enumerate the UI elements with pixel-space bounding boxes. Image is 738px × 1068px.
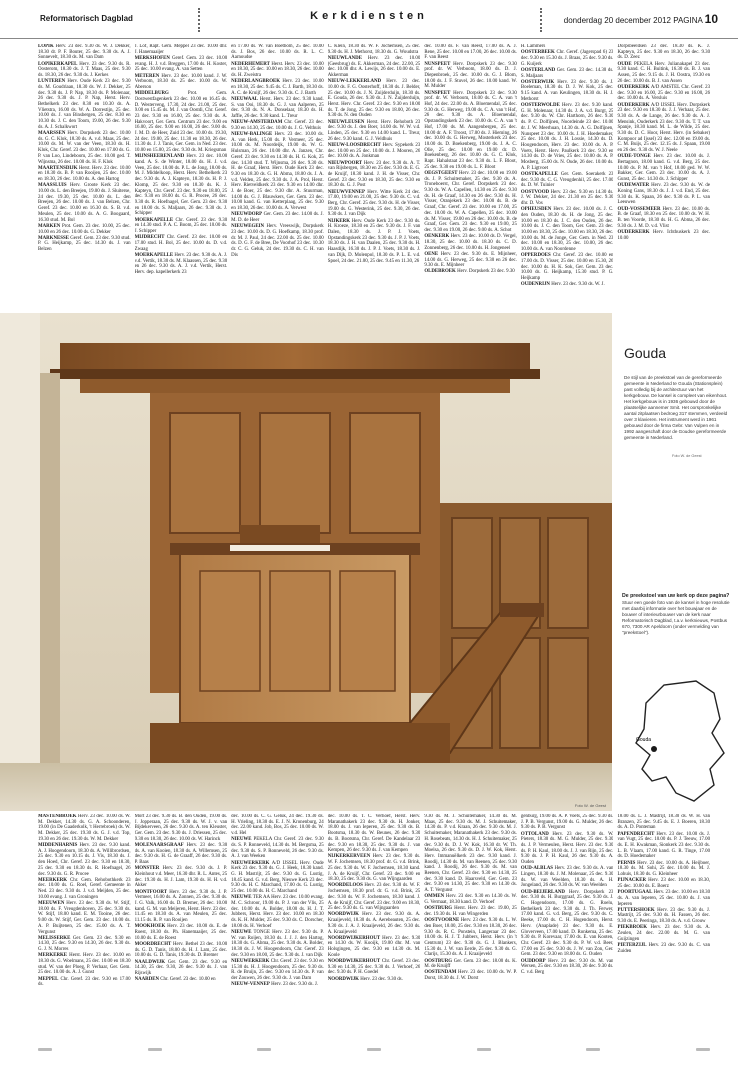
service-entry: NIEUWVENNEP Herv. Witte Kerk 24 dec. 17.00, 19.00 en 21.00, 25 dec. 9.30 ds. C. v.d. Berg, Chr. Geref. 25 dec. 9.30 ds. H. de Visser, 19.00 ds. G. Westerink, 25 dec. 9.30, 26 dec. 9.30 ds. J. van Dijk — [327, 189, 421, 218]
service-entry: C. Klein, 18.30 ds. W. F. Jochemsen, 25 dec. 9.30 ds. H. J. Methorst, 18.30 ds. G. Woudstra — [327, 44, 421, 55]
place-name: NIEUWE — [231, 837, 252, 843]
place-name: OUDE-TONGE — [617, 154, 651, 160]
service-entry: OOSTKAPELLE Ger. Gem. Soerakerk 23 dec. 9.30 ds. C. G. Vreugdenhil, 25 dec. 17.00 ds. D. W. Tuinier — [520, 171, 614, 189]
service-entry: PERNIS Herv. 23 dec. 10.00 ds. A. Heijboer, 18.30 ds. M. Sohi, 25 dec. 10.00 ds. M. J. Lohuis, 18.30 ds. G. Kleinheer — [617, 860, 711, 878]
service-entry: METEREN Herv. 23 dec. 10.00 kand. J. W. Verboom, 18.30 ds. 25 dec. 10.00 ds. W. Aberson — [134, 73, 228, 90]
place-name: OOSTENDAM — [424, 970, 457, 976]
service-entry: NIEUW-VENNEP Herv. 23 dec. 9.30 ds. J. — [231, 982, 319, 988]
place-name: NIEUW-LEKKERLAND — [327, 79, 382, 85]
service-entry: OUD-VOSSEMEER Herv. 23 dec. 10.00 ds. B. de Graaf, 18.30 en 25 dec. 10.00 ds. W. H. B. ten Voorde, 18.30 ds. H. G. Abma, 26 dec. 9.30 ds. J. M. D. v.d. Vlist — [617, 206, 711, 229]
service-entry: MOLENAARSGRAAF Herv. 23 dec. 9.30 ds. A. van Kooien, 18.30 ds. A. Willemsen, 25 dec. 9.30 ds. H. G. de Graaff, 26 dec. 9.30 ds. P. Baas — [134, 843, 228, 866]
place-name: NUNSPEET — [424, 61, 451, 67]
service-entry: NIEUWERKERK Chr. Geref. 23 dec. 9.30 en 15.30 ds. H. J. Hoogendoorn, 25 dec. 9.30 ds. R. de Bruijn, 25 dec. 9.30 en 14.30 ds. P. van der Zouwen, 26 dec. 9.30 ds. J. van Dam — [231, 959, 324, 982]
place-name: OOSTVOORNE — [424, 918, 460, 924]
service-entry: NIEUWE TONGE Herv. 23 dec. 9.30 ds. P. W. van Roijen, 18.30 ds. J. J. J. den Hartog, 18.30 ds. G. Abma, 25 dec. 9.30 ds. A. Bolder, 18.30 ds. J. W. Hoogendoorn, Chr. Geref. 23 dec. 9.30 en 18.00, 25 dec. 9.30 ds. J. van Dijk — [231, 930, 324, 958]
listing-column — [231, 814, 324, 1040]
place-name: OUDEWATER — [617, 183, 650, 189]
listing-column — [38, 814, 131, 1040]
service-entry: NIEUWERKERK A/D IJSSEL Herv. Oude Kerk 23 dec. 9.30 ds. G. J. Heek, 18.30 kand. G. H. Mastrijt, 25 dec. 9.30 ds. G. Lustig, 18.45 kand. G. v.d. Berg, Nieuwe Kerk 23 dec. 9.30 ds. H. C. Marchand, 17.00 ds. G. Lustig, 25 dec. 10.00 ds. H. C. Marchand — [231, 860, 324, 895]
place-name: MOERKAPELLE — [134, 252, 174, 258]
place-name: OMMEN — [424, 894, 445, 900]
service-entry: NIEUWEGEIN Herv. Vreeswijk, Dorpskerk 23 dec. 10.00 ds. D. G. Hoefkamp, 18.30 prof. dr. M. J. Paul, 24 dec. 22.00 ds. 25 dec. 10.00 ds. D. G. F. de Bree, De Voorhof 23 dec. 10.30 dr. C. G. Geluk, 24 dec. 19.30 ds. C. H. van Dis — [231, 224, 324, 258]
place-name: NIEUWEGEIN — [231, 224, 265, 230]
map-icon — [616, 673, 736, 809]
header-separator — [540, 8, 542, 32]
place-name: MIJDRECHT — [134, 235, 165, 241]
place-name: METEREN — [134, 73, 160, 79]
place-name: OUDDORP — [520, 958, 546, 964]
service-entry: MIJNSHEERENLAND Herv. 23 dec. 10.00 kand. A. S. de Winter, 18.00 ds. H. J. v.d. Veen, 25 dec. 10.00 ds. P. L. de Jong, 18.00 ds. M. J. Middelkoop, Herst. Herv. Bethelkerk 23 dec. 9.30 ds. A. J. Kapteyn, 18.30 ds. H. P. J. Klomp, 25 dec. 9.30 en 18.30 ds. K. J. Kapteyn, Chr. Geref. 23 dec. 9.30 en 18.00, 25 dec. 9.30 en 18.00 ds. G. R. Procee, 26 dec. 9.30 ds. R. Hoefnagel, Ger. Gem. 23 dec. 9.30 en 18.00 ds. S. Maljaars, 26 dec. 9.30 ds. J. Schipper — [134, 154, 228, 217]
place-name: NOORDWIJK — [327, 912, 359, 918]
place-name: OUD-ALBLAS — [520, 866, 553, 872]
listing-column — [135, 44, 228, 313]
date-text: donderdag 20 december 2012 — [563, 16, 671, 25]
place-name: LOPIK — [38, 44, 54, 49]
header-rule — [0, 38, 738, 39]
service-entry: OPHEUSDEN Herv. 23 dec. 10.00 ds. J. C. den Ouden, 18.30 ds. H. de Jong, 25 dec. 10.00 en 18.30 ds. J. C. den Ouden, 26 dec. 10.00 ds. J. C. den Toom, Ger. Gem. 23 dec. 10.00 en 18.30, 25 dec. 10.00 en 18.30, 26 dec. 10.00 ds. M. de Jonge, Ger. Gem. in Ned. 23 dec. 10.00 en 18.30, 25 dec. 10.00, 26 dec. 10.00 ds. A. van Noordenne — [520, 207, 614, 253]
place-name: NIEUWERKERK — [231, 860, 270, 866]
service-entry: NUNSPEET Herv. Dorpskerk 23 dec. 9.30 prof. dr. W. Verboom, 18.00 ds. C. A. van 't Hof, 24 dec. 22.00 ds. A. Bloemendal, 25 dec. 9.30 ds. G. Herweg, 19.00 ds. C. A. van 't Hof, 26 dec. 9.30 ds. A. Bloemendal, Opstandingskerk 23 dec. 10.00 ds. C. A. van 't Hof, 17.00 ds. M. Aangenbergen, 25 dec. 10.00 dr. A. F. Troost, 17.00 ds. J. Hieming, 26 dec. 10.00 ds. G. Herweg, Mosterkerk 23 dec. 10.00 ds. D. Boekenberg, 19.00 ds. J. A. C. Olie, 25 dec. 10.00 en 19.00 dr. D. Boekenberg, 26 dec. 10.00 ds. G. C. Klok, Rapt. Hahalstaat 23 dec. 9.30 ds. L. F. Bloot, 25 dec. 9.30 en 19.00 ds. L. F. Bloot — [424, 90, 517, 170]
listing-column — [424, 814, 517, 1040]
place-name: MONTFOORT — [134, 889, 168, 895]
page-number: 10 — [704, 12, 718, 26]
listing-column — [328, 44, 421, 313]
service-entry: MOORDRECHT Herv. Bethel 23 dec. 10.00 ds. G. D. Tanis, 18.00 ds. H. J. Lam, 25 dec. 10.00 ds. G. D. Tanis, 19.30 ds. D. Bremer — [134, 941, 228, 959]
service-entry: NIEUWLANDE Herv. 23 dec. 10.00 (Geesbrug) ds. E. Akkerman, 24 dec. 22.00, 25 dec. 10.00 dhr. A. Lewijs, 26 dec. 10.00 ds. E. Akkerman — [327, 55, 421, 79]
listing-column — [521, 814, 614, 1040]
listing-column — [617, 814, 710, 1040]
place-name: NIEUW-VENNEP — [231, 982, 270, 988]
place-name: MOORDRECHT — [134, 941, 172, 947]
place-name: NOORDWIJKERHOUT — [327, 935, 381, 941]
place-name: NIJKERK — [327, 218, 351, 224]
place-name: NIEUWLANDE — [327, 55, 362, 61]
service-entry: LOPIKERKAPEL Herv. 23 dec. 9.30 ds. R. Oosterom, 18.30 ds. J. T. Maas, 25 dec. 9.30 ds. 18.30, 26 dec. 9.30 ds. J. Kerkes — [38, 61, 131, 79]
listing-column — [231, 44, 324, 313]
place-name: OOSTKAPELLE — [520, 171, 558, 177]
service-entry: NIJKERKERVEEN Herv. 23 dec. 9.30 ds. W. F. Jochemsen, 18.30 prof. dr. G. v.d. Brink, 25 dec. 9.30 ds. W. F. Jochemsen, 18.30 kand. J. A. de Kruijf, Chr. Geref. 23 dec. 9.00 en 18.30, 25 dec. 9.30 ds. G. van Wijngaarden — [327, 854, 421, 883]
place-name: MAARSSEN — [38, 131, 66, 137]
place-name: MERKSHOFEN — [134, 55, 170, 61]
place-name: MAARTENSDIJK — [38, 165, 78, 171]
footer-mark — [367, 1048, 381, 1051]
place-name: OUDERKERK — [617, 230, 650, 235]
service-entry: MIJDRECHT Chr. Geref. 23 dec. 10.00 en 17.00 stud. H. Bol, 25 dec. 10.00 ds. D. v.d. Zwaag — [134, 235, 228, 252]
service-entry: MONTFOORT Herv. 23 dec. 9.30 ds. J. P. Vermeer, 16.00 ds. A. Zonnen, 25 dec. 9.30 ds. J. G. Valk, 16.00 ds. D. Bremer, 26 dec. 10.00 kand. G. M. van Meijeren, Herst. Herv. 23 dec. 11.45 en 18.30 ds. A. van Meulen, 25 dec. 11.15 ds. R. P. van Rooijen — [134, 889, 228, 924]
place-name: MAASSLUIS — [38, 183, 67, 189]
section-title: Kerkdiensten — [310, 10, 428, 22]
service-entry: OUD-ALBLAS Herv. 23 dec. 9.30 ds. A. van Lingen, 18.30 ds. J. M. Molenaar, 25 dec. 9.30 ds. W. van Weelden, 18.30 ds. A. H. Jongeland, 26 dec. 9.30 ds. W. van Weelden — [520, 866, 614, 889]
service-entry: NAALDWIJK Ger. Gem. 23 dec. 9.30 en 14.30, 25 dec. 9.30, 26 dec. 9.30 ds. J. van Rijswijk — [134, 959, 228, 976]
service-entry: NIEUWDORP Ger. Gem. 23 dec. 14.00 ds. J. M. D. de Heer — [231, 212, 324, 224]
service-entry: NIEUWE PEKELA Chr. Geref. 23 dec. 9.30 ds. S. P. Ronneveld, 14.30 ds. M. Bergsma, 25 dec. 9.30 ds. S. P. Ronneveld, 26 dec. 9.30 ds. A. J. van Weeken — [231, 837, 324, 860]
pulpit-illustration — [0, 313, 612, 811]
callout-text: Stuur een goede foto van de kansel in hoge resolutie met daarbij informatie over het bouwjaar en de bouwer of interieurbouwer van de kerk naar Reformatorisch Dagblad, t.a.v. kerknieuws, Postbus 670, 7300 AR Apeldoorn (onder vermelding van "preekstoel"). — [622, 599, 730, 635]
place-name: NAARDEN — [134, 977, 160, 983]
place-name: OEGSTGEEST — [424, 170, 458, 176]
service-entry: PIEKBROEK Herv. 23 dec. 9.30 ds. A. Zeulen, 24 dec. 22.00 ds. M. G. van Guijzingen — [617, 925, 711, 942]
place-name: OLDEBROEK — [424, 269, 456, 275]
service-entry: NOORDELOOS Herv. 23 dec. 9.30 ds. W. F. Jochemsen, 18.30 prof. dr. G. v.d. Brink, 25 dec. 9.30 ds. W. F. Jochemsen, 18.30 kand. J. A. de Kruijf, Chr. Geref. 23 dec. 9.00 en 18.30, 25 dec. 9.30 ds. G. van Wijngaarden — [327, 883, 421, 912]
service-entry: OOSTERLAND Ger. Gem. 23 dec. 14.30 ds. S. Maljaars — [520, 67, 614, 79]
place-name: MASTENBROEK — [38, 814, 77, 819]
service-entry: OUDERKERK A/D IJSSEL Herv. Dorpskerk 23 dec. 9.30 en 18.30 ds. J. J. Verhaar, 25 dec. 9.30 ds. A. de Lange, 26 dec. 9.30 ds. A. J. Mensink, Ouderkerk 23 dec. 9.30 ds. T. T. van Spanje, 18.30 kand. M. L. de Wilde, 25 dec. 9.30 ds. D. C. Hoor, Herst. Herv. (in Sebaker) Kompoor ad Ijssel) 23 dec. 12.00 en 19.00 ds. C. M. Buijs, 25 dec. 12.15 ds. J. Spaan, 19.00 en 26 dec. 9.30 ds. W. J. Neele — [617, 102, 711, 154]
callout-title: De preekstoel van uw kerk op deze pagina? — [622, 593, 730, 599]
place-name: OOSTERLAND — [520, 67, 556, 73]
place-name: PAPENDRECHT — [617, 831, 655, 837]
place-name: NIEUW-AMSTERDAM — [231, 120, 283, 126]
service-entry: MIDDENHARNIS Herv. 23 dec. 9.30 kand. A. J. Hoogendoorn, 18.30 ds. A. Willibrordsen, 25 dec. 9.30 en 10.15 ds. J. Vis, 18.30 ds. J. den Hoed, Chr. Geref. 23 dec. 9.30 en 18.30, 25 dec. 9.30 en 18.30 ds. R. Hoefnagel, 26 dec. 9.30 ds. G. R. Procee — [38, 843, 131, 877]
footer-mark — [696, 1048, 710, 1051]
service-entry: LUNTEREN Herv. Oude Kerk 23 dec. 9.30 ds. M. Goudriaan, 18.30 ds. W. J. Dekker, 25 dec. 9.30 ds. J. P. Nap, 18.30 ds. P. Molenaar, 26 dec. 9.30 ds. J. P. Nap, Herst. Herv. Bethelkerk 23 dec. 8.30 en 10.30 ds. A. Vlietstra, 16.00 ds. W. A. Dorrestijn, 25 dec. 10.00 ds. J. van Binsbergen, 25 dec. 8.30 en 10.30 ds. J. C. den Toom, 19.00, 26 dec. 9.30 ds. A. J. Schalkwort — [38, 79, 131, 130]
service-entry: MARKEN Prot. Gem. 23 dec. 10.00, 25 dec. 10.00 en 26 dec. 10.00 ds. G. Dekker — [38, 223, 131, 235]
service-entry: MARKNESSE Geref. Gem. 23 dec. 9.30 stud. P. G. Heijkamp, 25 dec. 14.30 ds. J. van Belzen — [38, 235, 131, 253]
footer-mark — [477, 1048, 491, 1051]
service-entry: MOERKAPELLE Chr. Geref. 23 dec. 9.30 en 14.30 stud. P. A. C. Boom, 25 dec. 10.00 ds. J. Schipper — [134, 217, 228, 234]
service-entry: MOOKHOEK Herv. 23 dec. 10.00 ds. E. de Roest, 18.30 ds. Ph. Hanemaaijer, 25 dec. 10.00 ds. E. de Roest — [134, 924, 228, 941]
service-entry: MERKSHOFEN Geref. Gem. 23 dec. 10.00 evang. H. J. v.d. Breggen, 17.00 ds. H. Koster, 25 dec. 10.00 evang. A. van Setten — [134, 55, 228, 73]
page-date — [564, 12, 718, 26]
service-entry: MAARTENSDIJK Herst. Herv. 23 dec. 10.00 en 18.30 ds. B. P. van Rooijen, 25 dec. 10.00 en 18.30, 26 dec. 10.00 ds. A. den Hartog — [38, 165, 131, 183]
service-entry: 9.30 ds. M. J. Schuitemaker, 14.30 ds. M. Maas, 25 dec. 9.30 ds. M. J. Schuitemaker, 14.30 ds. P. v.d. Kraan, 26 dec. 9.30 ds. M. J. Schuitemaker, Maranathakerk 23 dec. 9.30 ds. H. Rosebeats, 14.30 ds. H. J. Schuitemaker, 25 dec. 9.30 ds. D. J. W. Kok, 16.30 dr. W. Th. Moelsa, 26 dec. 9.30 ds. D. J. W. Kok, Herst. Herv. Immanuëlkerk 23 dec. 9.30 kand. J. Roodij, 14.30 ds. M. van Reenen, 25 dec. 9.30 kand. J. Roodij, 26 dec. 9.30 ds. M. van Reenen, Chr. Geref. 23 dec. 9.30 en 14.30, 25 dec. 9.30 kand. D. Haarsveld, Ger. Gem. 23 dec. 9.30 en 14.30, 25 dec. 9.30 en 14.30 ds. A. T. Vergunst — [424, 814, 517, 894]
service-entry: OMMEN Herv. 23 dec. 9.30 en 14.30 ds. W. G. Vermaat, 18.30 kand. D. Verhoef — [424, 894, 517, 906]
service-entry: OENKERK Herv. 23 dec. 10.00 ds. D. Vergel, 18.30, 25 dec. 10.00 ds. 18.30 ds. C. D. Zonnenberg, 26 dec. 10.00 ds. H. Jongeneel — [424, 234, 517, 251]
service-entry: OEGSTGEEST Herv. 23 dec. 10.00 en 19.00 ds. J. P. Schuitemaker, 25 dec. 9.30 ds. A. Troneboerst, Chr. Geref. Dorpskerk 23 dec. 9.30 ds. W. A. Capellen, 14.30 en 25 dec. 9.30 ds. H. de Graaf, 14.30 en 26 dec. 9.30 ds. H. Visser, Oranjekerk 23 dec. 10.00 ds. B. de Graaf, Chr. Geref. 23 dec. 10.00 en 17.00, 25 dec. 10.00 ds. W. A. Capellen, 25 dec. 10.00 ds. M. Visser, 19.00 en 26 dec. 10.00 ds. B. de Graaf, Ger. Gem. 23 dec. 9.30 en 19.00, 25 dec. 9.30 en 19.00, 26 dec. 9.00 ds. A. Schot — [424, 170, 517, 233]
service-entry: OENE Herv. 23 dec. 9.30 ds. E. Mijnheer, 14.00 ds. G. Herweg, 25 dec. 9.30 en 26 dec. 9.30 ds. E. Mijnheer — [424, 251, 517, 269]
service-entry: OUDDORP Herv. 23 dec. 9.30 ds. M. van Wersen, 25 dec. 9.30 en 18.30, 26 dec. 9.30 ds. C. v.d. Berg — [520, 958, 614, 975]
service-entry: OUDE-TONGE Herv. 23 dec. 10.00 ds. J. Bertagnon, 18.00 kand. G. v.d. Berg, 25 dec. 10.00 ds. P. M. van 't Hof, 18.00 ged. W. W. Bakker, Ger. Gem. 23 dec. 10.00 ds. A. J. Gunst, 25 dec. 14.30 ds. J. Schipper — [617, 154, 711, 183]
place-name: NEDERLANGBROEK — [231, 79, 281, 85]
page-header — [0, 0, 738, 40]
place-name: OUDENRIJN — [520, 282, 550, 288]
service-entry: en 17.00 ds. W. van Boetbom, 25 dec. 10.00 ds. J. Bos, 26 dec. 10.00 ds. R. L. C. Aarnoudse — [231, 44, 324, 61]
feature-photo-credit: Foto W. de Geest — [672, 454, 702, 458]
service-entry: NIEUW-AMSTERDAM Chr. Geref. 23 dec. 9.30 en 14.30, 25 dec. 10.00 ds. J. G. Velthuis — [231, 120, 324, 131]
place-name: OUDERKERK — [617, 102, 650, 108]
place-name: OPPERDOES — [520, 253, 551, 259]
service-entry: NOORDWIJKERHOUT Herv. 23 dec. 9.30 en 14.30 ds. W. Kooijk, 19.00 dhr. M. van Holsgingen, 25 dec. 9.30 en 14.30 ds. M. Koole — [327, 935, 421, 958]
place-name: NIEUWE — [231, 930, 252, 936]
service-entry: PIJNACKER Herv. 23 dec. 10.00 en 18.30, 25 dec. 10.00 ds. E. Boerz — [617, 878, 711, 889]
place-name: OENE — [424, 251, 439, 257]
service-entry: LOPIK Herv. 23 dec. 9.30 ds. W. J. Dekker, 18.30 dr. P. F. Bouter, 25 dec. 9.30 ds. A. J. Sonnevelt, 18.30 ds. M. van Dam — [38, 44, 131, 61]
service-entry: MEEUWEN Herv. 23 dec. 9.30 ds. W. Stijf, 18.00 ds. F. Vreugdenhoven, 25 dec. 9.30 ds. W. Stijf, 18.00 kand. E. M. Tooine, 26 dec. 9.00 ds. W. Stijf, Ger. Gem. 23 dec. 10.00 ds. A. P. Buijtenen, 25 dec. 15.00 ds. A. T. Vergunst — [38, 901, 131, 935]
service-entry: NOORDWIJK Herv. 23 dec. 9.30 ds. A. Kraaijeveld, 18.30 ds. A. Aerebeauten, 25 dec. 9.30 ds. J. A. J. Kraaijeveld, 26 dec. 9.30 ds. A. Kraaijeveld — [327, 912, 421, 935]
photo-credit-inline: Foto W. de Geest — [574, 803, 606, 808]
place-name: NOORDWIJKERHOUT — [327, 959, 381, 965]
service-entry: OUD-BEIJERLAND Herv. Dorpskerk 23 dec. 9.30 ds. H. Burggraaf, 25 dec. 9.30 ds. J. C. Hogendoorn, 17.00 ds. G. Roelu, Bethelkerk 23 dec. 9.30 ds. J. Th. Ferwer, 17.00 kand. G. v.d. Berg, 25 dec. 9.30 ds. C. Beeke, 17.00 ds. C. H. Hogendoorn, Herst. Herv. (Anaplade) 23 dec. 9.30 ds. E. Gloverveen, 17.00 kand. D. Ronkema, 25 dec. 9.30 ds. P. Korevaar, 17.00 ds. E. van Kooten, Chr. Geref. 23 dec. 9.30 ds. P. W. v.d. Beer, 17.00 en 25 dec. 9.30 ds. J. W. van Zon, Ger. Gem. 23 dec. 9.30 en 18.00 ds. G. Ouden — [520, 889, 614, 958]
place-name: NIEUWE — [231, 895, 252, 901]
service-entry: NIEUWPOORT Herv. 23 dec. 9.30 ds. A. T. van Rijsbergen, 18.30 en 25 dec. 9.30 ds. E. G. de Kruijf, 18.30 kand. J. H. de Visser, Chr. Geref. 23 dec. 9.30 en 18.30, 25 dec. 9.30 en 18.30 ds. G. J. Post — [327, 160, 421, 189]
place-name: OOSTBURG — [424, 906, 453, 912]
service-entry: PIETERZIJL Herv. 23 dec. 9.30 ds. C. van Zuiden — [617, 942, 711, 954]
service-entry: dec. 10.00 ds. T. C. Verhoef, Herst. Herv. Maranathakerk 23 dec. 9.30 ds. H. Jonker, 18.00 ds. J. van Ieperen, 25 dec. 9.30 ds. B. Bootsma, 18.30 ds. W. Beunes, 26 dec. 9.30 ds. B. Bootsma, Chr. Geref. De Kandelaar 23 dec. 9.30 en 18.30, 25 dec. 9.30 ds. J. van Kempen, 26 dec. 9.30 ds. J. van Kempen — [327, 814, 421, 854]
service-entry: OOSTBURG Herst. Herv. 23 dec. 19.00, 25 dec. 19.30 ds. H. van Wingerden — [424, 906, 517, 917]
service-entry: H. Lammers — [520, 44, 546, 49]
place-name: OPHEUSDEN — [520, 207, 552, 213]
bottom-listing-columns — [38, 814, 710, 1040]
service-entry: OUDERKERK Herv. Ichthuskerk 23 dec. 10.00 — [617, 230, 711, 241]
place-name: OENKERK — [424, 234, 450, 240]
place-name: OOSTVOOD — [520, 189, 550, 195]
place-name: NIJKERKERVEEN — [327, 854, 371, 860]
place-name: OTTOLAND — [520, 831, 549, 837]
feature-title: Gouda — [624, 345, 667, 361]
service-entry: NIEUW-LOOSDRECHT Herv. Sypekerk 23 dec. 10.00 en 25 dec. 10.00 ds. J. Mooren, 26 dec. 10.00 ds. A. Jonkman — [327, 142, 421, 160]
place-name: MIDDELBURG — [134, 91, 169, 97]
listing-column — [38, 44, 131, 313]
service-entry: OUDERKERK A/D AMSTEL Chr. Geref. 23 dec. 9.30 en 16.00, 25 dec. 9.30 en 16.00, 26 dec. 10.00 ds. A. Versluis — [617, 84, 711, 102]
service-entry: OOSTBURG Ger. Gem. 23 dec. 18.00 ds. K. M. de Kruijff — [424, 958, 517, 970]
map-label: Gouda — [636, 737, 652, 743]
place-name: MEEUWEN — [38, 901, 65, 907]
feature-sidebar — [612, 313, 738, 811]
service-entry: MERKERKE Herst. Herv. 23 dec. 10.00 en 18.30 ds. G. Woelmans, 25 dec. 10.00 en 18.30 stud. W. van der Ploeg, P. Verhaar, Ger. Gem. 25 dec. 10.00 ds. A. J. Gunst — [38, 953, 131, 976]
listing-column — [521, 44, 614, 313]
page-label: PAGINA — [673, 16, 703, 25]
service-entry: MELISSERKE Ger. Gem. 23 dec. 9.30 en 14.30, 25 dec. 9.30 en 14.30, 26 dec. 9.30 ds. G. J. N. Morres — [38, 935, 131, 953]
place-name: MELISSERKE — [38, 935, 71, 941]
service-entry: NOORDWIJK Herv. 23 dec. 9.30 ds. — [327, 976, 403, 982]
place-name: NIEUW-BALINGE — [231, 132, 273, 138]
place-name: OUD-BEIJERLAND — [520, 889, 565, 895]
service-entry: NEDERHEMERT Herst. Herv. 23 dec. 10.00 en 18.30, 25 dec. 10.00 en 18.30, 26 dec. 10.00 ds. H. Zweistra — [231, 61, 324, 79]
place-name: NIEUWPOORT — [327, 160, 363, 166]
netherlands-map — [616, 673, 736, 809]
place-name: NIEUWERKERK — [231, 959, 270, 965]
service-entry: MOERKAPELLE Herv. 23 dec. 9.30 ds. A. J. v.d. Vertik, 18.30 ds. M. Klaassen, 25 dec. 9.30 en 26 dec. 9.30 ds. A. J. v.d. Vertik, Herst. Herv. dep. kapellerkerk 23 — [134, 252, 228, 275]
newspaper-name: Reformatorisch Dagblad — [40, 14, 133, 23]
service-entry: NIEUW-LEKKERLAND Herv. 23 dec. 10.00 ds. F. G. Oosterhoff, 18.30 ds. J. Belder, 25 dec. 10.00 ds. J. N. Zuijderduijn, 18.30 ds. E. Gouda, 26 dec. 9.30 ds. J. N. Zuijderduijn, Herst. Herv. Chr. Geref. 23 dec. 9.30 en 18.00 ds. T. de Jong, 25 dec. 9.30 en 18.00, 26 dec. 9.30 ds. N. den Ouden — [327, 79, 421, 119]
place-name: OOSTERWIJK — [520, 79, 555, 85]
place-name: OOSTERWOLDE — [520, 103, 560, 109]
place-name: PUTTERSHOEK — [617, 907, 655, 913]
service-entry: OOSTERBEEK Chr. Geref. (Jagerspad 6) 23 dec. 9.30 en 15.30 ds. J. Braas, 25 dec. 9.30 ds. G. Kuijerk — [520, 50, 614, 67]
service-entry: OUDENRIJN Herv. 23 dec. 9.30 ds. W. J. — [520, 282, 605, 288]
place-name: NAALDWIJK — [134, 959, 166, 965]
service-entry: NIEUWE TER AA Herv. 23 dec. 10.00 evang. M. C. Schroor, 19.00 ds. P. J. van der Vlis, 25 dec. 10.00 ds. A. Bolder, 18.00 ds. H. J. T. Jubbers, Herst. Herv. 23 dec. 10.00 en 18.30 ds. K. H. Mulder, 25 dec. 9.30 ds. C. Dorscher, 18.00 ds. H. Verhoef — [231, 895, 324, 929]
place-name: PIETERZIJL — [617, 942, 647, 948]
place-name: MOOKHOEK — [134, 924, 166, 930]
service-entry: NUNSPEET Herv. Dorpskerk 23 dec. 9.30 prof. dr. W. Verboom, 18.00 ds. D. J. Diepenbroek, 25 dec. 10.00 ds. G. J. Blom, 18.00 ds. J. F. Stuvel, 26 dec. 10.00 kand. W. M. Mulder — [424, 61, 517, 90]
place-name: OUDERKERK — [617, 84, 650, 90]
service-entry: J. Lof, Rapt. Gem. Meppel 23 dec. 10.00 dhr. J. Hanemaaijer — [134, 44, 228, 55]
place-name: NOORDELOOS — [327, 883, 363, 889]
place-name: NUNSPEET — [424, 90, 451, 96]
place-name: PIJNACKER — [617, 878, 646, 884]
place-name: MARKEN — [38, 223, 61, 229]
place-name: MIDDENHARNIS — [38, 843, 78, 849]
place-name: MOERKAPELLE — [134, 217, 174, 223]
footer-mark — [257, 1048, 271, 1051]
service-entry: OOSTVOOD Herv. 23 dec. 9.30 en 14.30 ds. J. W. Dekker, 24 dec. 21.30 en 25 dec. 9.30 dhr. D. Vos — [520, 189, 614, 206]
service-entry: NIEUWLEUSEN Herst. Herv. Rehoboth 23 dec. 9.30 ds. J. den Boer, 14.00 ds. W. W. v.d. Linden, 25 dec. 9.30 en 14.00 kand. L. Treur, 26 dec. 9.30 kand. G. J. Veldhuis — [327, 119, 421, 142]
service-entry: MAARSSEN Herv. Dorpskerk 23 dec. 10.00 ds. G. C. Klok, 18.30 ds. A. v.d. Maas, 25 dec. 10.00 ds. M. W. van der Veen, 18.30 ds. H. Klok, Chr. Geref. 23 dec. 10.00 en 17.00 ds. G. P. van Loo, Lindeboom, 25 dec. 10.00 ged. T. Wijnsma, 26 dec. 10.00 ds. H. F. Klok — [38, 131, 131, 165]
service-entry: MEPPEL Chr. Geref. 23 dec. 9.30 en 17.00 ds. — [38, 976, 131, 988]
place-name: LOPIKERKAPEL — [38, 61, 78, 67]
place-name: MEPPEL — [38, 976, 59, 982]
service-entry: PUTTERSHOEK Herv. 23 dec. 9.30 ds. J. Mastrijt, 25 dec. 9.30 ds. H. Fassen, 26 dec. 9.30 ds. E. Peeringa, 18.30 ds. A. v.d. Grouw — [617, 907, 711, 925]
place-name: OOSTERBEEK — [520, 50, 555, 56]
place-name: NIEUWAAL — [231, 96, 259, 102]
service-entry: OLDEBROEK Herv. Dorpskerk 23 dec. 9.30 — [424, 269, 515, 275]
place-name: MOLENAARSGRAAF — [134, 843, 184, 849]
service-entry: OOSTVOORNE Herv. 23 dec. 9.30 ds. L. W. den Boer, 18.00, 25 dec. 9.30 en 18.30, 26 dec. 9.30 ds. R. C. Ponstein, Langeraar 23 dec. 10.00 ds. H. J. T. Jubbers, Herst. Herv. (in 't Centrum) 23 dec. 9.30 ds. G. J. Blankers, 15.30 ds. J. W. van Eerde, 25 dec. 9.30 ds. G. Clarijs, 15.30 ds. A. J. Kraaijeveld — [424, 918, 517, 958]
service-entry: MASTENBROEK Herv. 23 dec. 10.00 ds. W. M. Dekker, 14.30 ds. G. A. Schoonderen, 19.00 (in De Gaaderkolk, 't Herrebroek) ds. W. M. Dekker, 25 dec. 19.30 ds. G. J. v.d. Top, 19.30 en 26 dec. 19.30 ds. W. M. Dekker — [38, 814, 131, 842]
place-name: MIJNSHEERENLAND — [134, 154, 185, 160]
place-name: NIEUW-LOOSDRECHT — [327, 142, 381, 148]
service-entry: OOSTERWIJK Herv. 23 dec. 9.30 ds. J. Boeleman, 18.30 ds. D. J. W. Kok, 25 dec. 9.15 kand. A. van Keulingen, 18.30 ds. H. J. Methorst — [520, 79, 614, 102]
service-entry: MAASSLUIS Herv. Groote Kerk 23 dec. 10.00 ds. L. den Breejen, 19.00 ds. J. Sluiterse, 24 dec. 19.30, 25 dec. 10.00 ds. L. den Breejen, 26 dec. 10.00 ds. J. van Belzen, Chr. Geref. 23 dec. 10.00 en 16.30 ds. S. B. v.d. Meulen, 25 dec. 10.00 ds. A. G. Boogaard, 16.30 stud. M. Bol — [38, 183, 131, 223]
service-entry: NAARDEN Chr. Geref. 23 dec. 10.00 en — [134, 977, 216, 983]
feature-description: De stijl van de preekstoel van de gereformeerde gemeente in Nederland te Gouda (Stationsplein) past volledig bij de architectuur van het kerkgebouw. De kansel is compleet van eikenhout. Het kerkgebouw is in 1936 gebouwd door de plaatselijke aannemer Smit. Het oorspronkelijke aantal zitplaatsen bedroeg 317 stemmen, verdeeld over 3 klavieren. Het instrument werd in 1961 gebouwd door de firma Gebr. Van Vulpen en in 1992 aangeschaft door de Goudse gereformeerde gemeente in Nederland. — [624, 375, 728, 440]
service-entry: OOSTENDAM Herv. 23 dec. 10.00 ds. W. P. Dorst, 18.30 ds. J. W. Dorst — [424, 970, 517, 982]
service-entry: Dorpsbeeldsen 23 dec. 18.30 ds. K. J. Kapteyn, 25 dec. 9.30 en 18.30, 26 dec. 9.30 ds. D. Zeez — [617, 44, 711, 61]
service-entry: OOSTERWOLDE Herv. 23 dec. 9.30 kand. G. H. Molenaar, 14.30 ds. J. A. v.d. Burgt, 25 dec. 9.30 ds. W. Chr. Harthorn, 26 dec. 9.30 ds. P. C. Dolfijnen, Noordeinde 23 dec. 10.00 dr. J. W. Meerhuan, 14.30 ds. A. G. Dolfijnen, Nunspeet 23 dec. 10.00 ds. J. H. Hoedemaker, 25 dec. 10.00 ds. J. H. Lossie, 14.30 ds. D. Hoogendoorn, Herv. 23 dec. 10.00 ds. A. P. Voets, Herst. Herv. Paulkerk 23 dec. 9.30 en 14.30 ds. D. de Vries, 25 dec. 10.00 ds. A. P. Mosberg, 15.00 ds. N. Oude, 26 dec. 10.00 ds. A. P. Ligtvoet — [520, 103, 614, 171]
listing-column — [328, 814, 421, 1040]
service-entry: PAPENDRECHT Herv. 23 dec. 10.00 ds. J. van Vugt, 25 dec. 10.00 ds. P. J. Teeuw, 17.00 ds. E. H. Kwakman, Sionkerk 23 dec. 9.30 ds. L. B. Vlaam, 17.00 kand. G. R. Tinge, 17.00 ds. D. Hoedemaker — [617, 831, 711, 860]
service-entry: OUDEWATER Herv. 23 dec. 9.30 ds. W. de Koning Gans, 18.30 ds. J. J. v.d. End, 25 dec. 9.30 ds. K. Spaan, 26 dec. 9.30 ds. P. L. van Leeuwen — [617, 183, 711, 206]
place-name: NEDERHEMERT — [231, 61, 270, 67]
place-name: PIEKBROEK — [617, 925, 648, 931]
service-entry: OTTOLAND Herv. 23 dec. 9.30 ds. W. Pieters, 18.30 ds. M. G. Mulder, 25 dec. 9.30 ds. J. P. Vermeulen, Herst. Herv. 23 dec. 9.30 ds. P. H. Kaul, 18.00 ds. J. J. van Rijn, 25 dec. 9.30 ds. J. P. H. Kaul, 26 dec. 9.30 ds. A. Ouden — [520, 831, 614, 866]
service-entry: NIEUWAAL Herst. Herv. 23 dec. 9.30 kand. S. van Ooi, 18.30 ds. G. J. van Aalperen, 25 dec. 9.30 ds. N. A. Donselaar, 18.30 ds. H. Jaffie, 26 dec. 9.30 kand. L. Treur — [231, 96, 324, 119]
service-entry: POORTUGAAL Herv. 23 dec. 10.00 en 18.30 ds. A. van Ieperen, 25 dec. 10.00 ds. J. van Ieperen — [617, 890, 711, 907]
footer-mark — [586, 1048, 600, 1051]
place-name: OUDE — [617, 61, 632, 67]
place-name: NIEUWVENNEP — [327, 189, 365, 195]
listing-column — [617, 44, 710, 313]
place-name: NOORDWIJK — [327, 976, 359, 982]
place-name: OOSTBURG — [424, 958, 453, 964]
place-name: MEERKERK — [38, 877, 68, 883]
place-name: MERKERKE — [38, 953, 68, 959]
service-entry: MIDDELBURG Prot. Gem. Oostwestfagenkerk 23 dec. 10.00 en 16.45 ds. D. Westerveng, 17.30, 24 dec. 21.00, 25 dec. 9.00 en 15.45 ds. M. J. van Oostdi, Chr. Geref. 23 dec. 9.30 en 16.00, 25 dec. 9.30 ds. A. Hakvoort, Ger. Gem. Centrum 23 dec. 9.00 en 16.00, 25 dec. 9.00 en 16.00, 26 dec. 9.00 ds. J. M. D. de Heer, Zuid 23 dec. 10.00 ds. 19.30, 24 dec. 19.00, 25 dec. 11.30 en 18.30, 26 dec. 11.30 ds. J. J. Tanis, Ger. Gem. in Ned. 23 dec. 10.00 en 15.00, 25 dec. 9.30 ds. M. Kriegsman — [134, 91, 228, 154]
submission-callout — [622, 593, 730, 663]
service-entry: 18.00 ds. L. J. Mastrijt, 18.30 ds. W. H. van Branzen, 25 dec. 9.45 ds. E. J. Boeren, 18.30 ds. A. D. Ponteman — [617, 814, 711, 831]
service-entry: NIJKERK Herv. Oude Kerk 23 dec. 9.30 ds. H. Kroeze, 18.30 en 25 dec. 9.30 ds. J. F. van Dalen, 18.30 ds. J. P. J. Voets, Opstandingskerk 23 dec. 9.30 ds. J. P. J. Voets, 18.30 ds. J. H. van Daalen, 25 dec. 9.30 ds. H. Haasdijk, 16.30 ds. J. P. J. Voets, 18.30 ds. J. van Dijk, D. Molenpol, 18.30 ds. P. L. E. v.d. Spoel, 24 dec. 21.00, 25 dec. 9.45 en 11.30, 26 — [327, 218, 421, 264]
top-listing-columns — [38, 44, 710, 313]
service-entry: OUDE PEKELA Herv. Julianakapel 23 dec. 9.30 kand. C. H. Buitink, 16.30 ds. B. J. van Assen, 25 dec. 9.15 ds. J. H. Oostra, 19.30 en 26 dec. 10.00 ds. B. J. van Assen — [617, 61, 711, 84]
listing-column — [135, 814, 228, 1040]
service-entry: NIEUW-BALINGE Herv. 23 dec. 10.00 ds. A. van Herk, 15.00 ds. P. Vermeer, 25 dec. 10.00 ds. M. Noordeijk, 19.00 ds. W. G. Hulsman, 26 dec. 10.00 dhr. A. Janzen, Chr. Geref. 23 dec. 9.30 en 14.30 ds. H. G. Kok, 25 dec. 14.30 stud. T. Wijnsma, 26 dec. 9.30 ds. H. de Graaf, Herst. Herv. Oude Kerk 23 dec. 9.30 en 18.30 ds. G. H. Abma, 18.00 ds. J. A. v.d. Velden, 25 dec. 9.30 ds. J. A. Prol, Herst. Herv. Rietveldkerk 23 dec. 9.30 en 14.00 dhr. J. de Boer, 25 dec. 9.30 dhr. A. Stuurman, 14.00 ds. G. J. Blauwkers, Ger. Gem. 23 dec. 10.00 kand. G. van Ketterplaag, 25 dec. 9.30 en 18.30, 26 dec. 10.00 ds. A. Verwest — [231, 132, 324, 212]
service-entry: OPPERDOES Chr. Geref. 23 dec. 10.00 en 17.00 ds. D. Visser, 25 dec. 10.00 en 15.30, 26 dec. 10.00 ds. H. K. Sok, Ger. Gem. 23 dec. 10.00 ds. G. Heijkamp, 15.30 stud. P. G. Heijkamp — [520, 253, 614, 282]
gouda-marker — [651, 746, 657, 752]
service-entry: genburg, 19.00 ds. A. P. Voets, 25 dec. 9.30 ds. J. P. B. Vergunst, 19.00 ds. G. Mulder, 26 dec. 9.30 ds. P. B. Vergunst — [520, 814, 614, 831]
footer-marks — [38, 1046, 710, 1054]
footer-mark — [38, 1048, 52, 1051]
place-name: NIEUWDORP — [231, 212, 263, 218]
service-entry: NOORDWIJKERHOUT Chr. Geref. 23 dec. 9.30 en 14.30, 25 dec. 9.30 ds. J. Verhoef, 26 dec. 9.30 ds. P. H. Goedel — [327, 959, 421, 976]
service-entry: MEERKERK Chr. Gem. Rehobothkerk 23 dec. 10.00 ds. G. Roel, Geref. Gemeente in Ned. 23 dec. 9.30 ds. J. v.d. Meijden, 25 dec. 10.00 evang. J. van Groningen — [38, 877, 131, 900]
pulpit-photo — [0, 313, 612, 811]
service-entry: Mort 23 dec. 9.30 ds. B. den Ouden, 19.00 ds. J. Jopperaan, 25 dec. 9.30 ds. W. J. v. van Bijdekerveen, 26 dec. 9.30 ds. A. ten Kleuster, Ger. Gem. 23 dec. 9.30 ds. J. Driessen, 25 dec. 9.30 en 18.30, 26 dec. 10.00 ds. W. Harinck — [134, 814, 228, 842]
service-entry: NEDERLANGBROEK Herv. 23 dec. 10.00 en 18.30, 25 dec. 9.45 ds. C. J. Barth, 18.30 ds. A. C. de Kruijf, 26 dec. 9.30 ds. C. J. Barth — [231, 79, 324, 96]
place-name: POORTUGAAL — [617, 890, 653, 896]
footer-mark — [148, 1048, 162, 1051]
place-name: LUNTEREN — [38, 79, 66, 85]
place-name: MARKNESSE — [38, 235, 69, 241]
service-entry: dec. 10.00 ds. C. G. Geluk, 24 dec. 19.30 ds. H. Vrieling, 18.30 ds. E. J. N. Kronenburg, 24 dec. 22.00 kand. Job, Bos, 25 dec. 10.00 ds. W. v.d. Hel — [231, 814, 324, 837]
place-name: NIEUWLEUSEN — [327, 119, 365, 125]
listing-column — [424, 44, 517, 313]
place-name: OUD-VOSSEMEER — [617, 206, 661, 212]
service-entry: dec. 10.00 ds. F. van Reest, 17.00 ds. A. J. Rene, 25 dec. 10.00 en 17.00, 26 dec. 10.00 ds. F. van Reest — [424, 44, 517, 61]
service-entry: MONSTER Herv. 23 dec. 9.30 ds. J. P. Kleinhout v.d. Meer, 16.30 dhr. R. L. Antes, 25 dec. 19.30 ds. H. J. Lam, 19.30 ds. H. H. v.d. Akker — [134, 866, 228, 889]
place-name: PERNIS — [617, 860, 636, 866]
place-name: MONSTER — [134, 866, 160, 872]
